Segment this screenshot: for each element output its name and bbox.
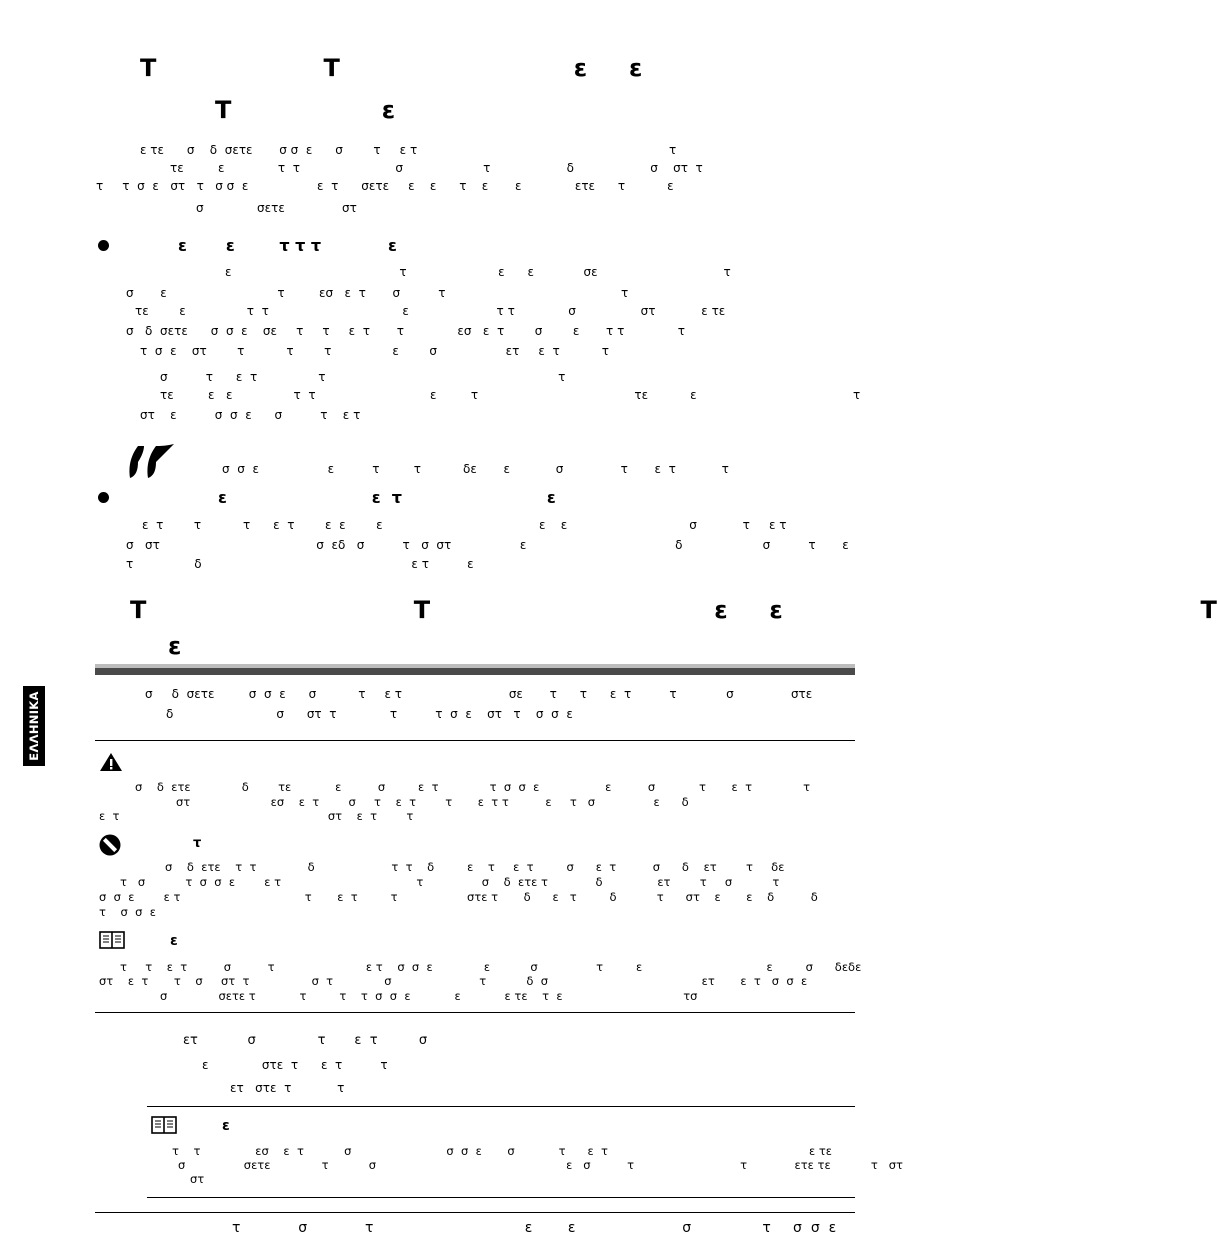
section-2-heading: ε ε τ ε bbox=[218, 488, 556, 507]
page-title-line-1: Τ Τ ε ε bbox=[140, 54, 643, 82]
page-title-line-2: Τ ε bbox=[215, 96, 396, 124]
note-book-icon bbox=[99, 931, 125, 949]
caution-line-2: τ σ τ σ σ ε ε τ τ σ δ ετε τ δ ετ τ σ τ bbox=[120, 875, 780, 889]
box-top-line-2: δ σ στ τ τ τ σ ε στ τ σ σ ε bbox=[166, 707, 573, 721]
step-3: ετ στε τ τ bbox=[230, 1081, 345, 1095]
note-1-line-2: στ ε τ τ σ στ τ σ τ σ τ δ σ ετ ε τ σ σ ε bbox=[99, 974, 808, 988]
section-title-2-line-2: ε bbox=[168, 632, 182, 660]
section-2-line-2: σ στ σ εδ σ τ σ στ ε δ σ τ ε bbox=[126, 538, 849, 552]
warning-icon bbox=[99, 752, 123, 772]
step-2: ε στε τ ε τ τ bbox=[202, 1058, 388, 1072]
divider bbox=[147, 1197, 855, 1198]
language-tab-label: ΕΛΛΗΝΙΚΑ bbox=[27, 691, 41, 761]
note-2-label: ε bbox=[222, 1118, 230, 1134]
note-1-label: ε bbox=[170, 933, 178, 949]
section-1-line-2: σ ε τ εσ ε τ σ τ τ bbox=[126, 286, 629, 300]
bottom-line: τ σ τ ε ε σ τ σ σ ε bbox=[232, 1220, 837, 1236]
section-1-line-4: σ δ σετε σ σ ε σε τ τ ε τ τ εσ ε τ σ ε τ τ τ bbox=[126, 324, 685, 338]
section-1-line-3: τε ε τ τ ε τ τ σ στ ε τε bbox=[135, 304, 726, 318]
section-2-line-1: ε τ τ τ ε τ ε ε ε ε ε σ τ ε τ bbox=[142, 518, 787, 532]
box-top-line-1: σ δ σετε σ σ ε σ τ ε τ σε τ τ ε τ τ σ στε bbox=[145, 687, 813, 701]
intro-line-2: τε ε τ τ σ τ δ σ στ τ bbox=[170, 161, 703, 175]
warning-line-2: στ εσ ε τ σ τ ε τ τ ε τ τ ε τ σ ε δ bbox=[176, 795, 689, 809]
caution-line-1: σ δ ετε τ τ δ τ τ δ ε τ ε τ σ ε τ σ δ ετ τ δε bbox=[165, 860, 785, 874]
note-1-line-3: σ σετε τ τ τ τ σ σ ε ε ε τε τ ε τσ bbox=[160, 989, 698, 1003]
divider bbox=[95, 1012, 855, 1013]
warning-line-1: σ δ ετε δ τε ε σ ε τ τ σ σ ε ε σ τ ε τ τ bbox=[135, 780, 811, 794]
section-2-line-3: τ δ ε τ ε bbox=[126, 557, 474, 571]
note-mark-icon bbox=[122, 440, 178, 484]
note-1-line-1: τ τ ε τ σ τ ε τ σ σ ε ε σ τ ε ε σ δεδε bbox=[120, 960, 862, 974]
section-title-2-line-1: Τ Τ ε ε Τ bbox=[130, 596, 1217, 624]
section-1-para2-line-2: τε ε ε τ τ ε τ τε ε τ bbox=[160, 388, 861, 402]
divider bbox=[95, 1212, 855, 1213]
section-1-para2-line-1: σ τ ε τ τ τ bbox=[160, 370, 566, 384]
section-1-heading: ε ε τ τ τ ε bbox=[178, 236, 397, 255]
bullet-icon bbox=[98, 492, 109, 503]
step-1: ετ σ τ ε τ σ bbox=[183, 1033, 428, 1048]
thick-rule-dark bbox=[95, 668, 855, 675]
note-book-icon bbox=[151, 1116, 177, 1134]
note-2-line-3: στ bbox=[190, 1172, 205, 1186]
intro-line-1: ε τε σ δ σετε σ σ ε σ τ ε τ τ bbox=[140, 143, 677, 157]
intro-line-4: σ σετε στ bbox=[196, 201, 357, 215]
note-2-line-1: τ τ εσ ε τ σ σ σ ε σ τ ε τ ε τε bbox=[172, 1144, 832, 1158]
section-1-line-5: τ σ ε στ τ τ τ ε σ ετ ε τ τ bbox=[140, 344, 609, 358]
warning-line-3: ε τ στ ε τ τ bbox=[99, 809, 414, 823]
divider bbox=[95, 740, 855, 741]
section-1-para2-line-3: στ ε σ σ ε σ τ ε τ bbox=[140, 408, 361, 422]
prohibited-icon bbox=[99, 834, 121, 856]
caution-line-4: τ σ σ ε bbox=[99, 905, 156, 919]
intro-line-3: τ τ σ ε στ τ σ σ ε ε τ σετε ε ε τ ε ε ετε τ ε bbox=[96, 179, 674, 193]
note-2-line-2: σ σετε τ σ ε σ τ τ ετε τε τ στ bbox=[178, 1158, 903, 1172]
bullet-icon bbox=[98, 240, 109, 251]
caution-line-3: σ σ ε ε τ τ ε τ τ στε τ δ ε τ δ τ στ ε ε δ δ bbox=[99, 890, 818, 904]
caution-label: τ bbox=[193, 836, 202, 851]
note-mark-text: σ σ ε ε τ τ δε ε σ τ ε τ τ bbox=[222, 462, 729, 476]
divider bbox=[147, 1106, 855, 1107]
language-tab bbox=[23, 686, 45, 766]
section-1-line-1: ε τ ε ε σε τ bbox=[225, 265, 731, 279]
